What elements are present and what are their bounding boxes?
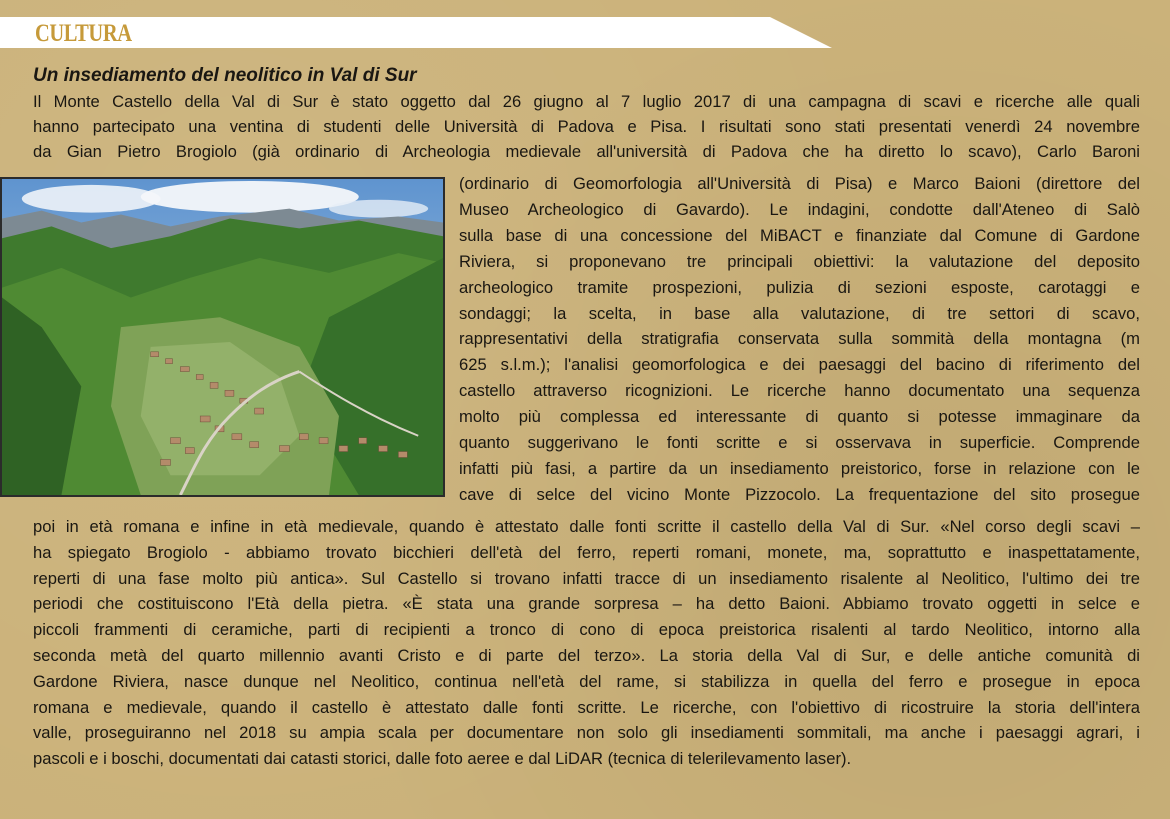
article-title: Un insediamento del neolitico in Val di Sur (33, 65, 417, 86)
body-text-line: infatti più fasi, a partire da un insediamento preistorico, forse in relazione con le (459, 458, 1140, 478)
body-text-line: Riviera, si proponevano tre principali obiettivi: la valutazione del deposito (459, 251, 1140, 271)
body-text-line: da Gian Pietro Brogiolo (già ordinario di Archeologia medievale all'università di Padova che ha diretto lo scavo), Carlo Baroni (33, 141, 1140, 161)
body-text-line: sulla base di una concessione del MiBACT e finanziate dal Comune di Gardone (459, 225, 1140, 245)
body-text-line: poi in età romana e infine in età medievale, quando è attestato dalle fonti scritte il castello della Val di Sur. «Nel corso degli scavi – (33, 517, 1140, 536)
body-text-line: cave di selce del vicino Monte Pizzocolo. La frequentazione del sito prosegue (459, 484, 1140, 504)
body-text-line: Gardone Riviera, nasce dunque nel Neolitico, continua nell'età del rame, si stabilizza in quella del ferro e prosegue in epoca (33, 671, 1140, 691)
body-text-line: hanno partecipato una ventina di studenti delle Università di Padova e Pisa. I risultati sono stati presentati venerdì 24 novembre (33, 116, 1140, 136)
body-text-line: valle, proseguiranno nel 2018 su ampia scala per documentare non solo gli insediamenti sommitali, ma anche i paesaggi agrari, i (33, 723, 1140, 743)
body-text-line: sondaggi; la scelta, in base alla valutazione, di tre settori di scavo, (459, 303, 1140, 323)
aerial-photo (0, 177, 445, 497)
body-text-line: pascoli e i boschi, documentati dai catasti storici, dalle foto aeree e dal LiDAR (tecnica di telerilevamento laser). (33, 749, 852, 769)
body-text-line: quanto suggerivano le fonti scritte e si osservava in superficie. Comprende (459, 433, 1140, 452)
body-text-line: rappresentativi della stratigrafia conservata sulla sommità della montagna (m (459, 329, 1140, 349)
body-text-line: romana e medievale, quando il castello è attestato dalle fonti scritte. Le ricerche, con l'obiettivo di ricostruire la storia dell'intera (33, 697, 1140, 717)
valley-landscape-image (2, 179, 443, 495)
body-text-line: castello attraverso ricognizioni. Le ricerche hanno documentato una sequenza (459, 381, 1140, 401)
body-text-line: 625 s.l.m.); l'analisi geomorfologica e dei paesaggi del bacino di riferimento del (459, 355, 1140, 375)
body-text-line: seconda metà del quarto millennio avanti Cristo e di parte del terzo». La storia della Val di Sur, e delle antiche comunità di (33, 646, 1140, 665)
body-text-line: Il Monte Castello della Val di Sur è stato oggetto dal 26 giugno al 7 luglio 2017 di una campagna di scavi e ricerche alle quali (33, 92, 1140, 111)
body-text-line: (ordinario di Geomorfologia all'Università di Pisa) e Marco Baioni (direttore del (459, 174, 1140, 193)
body-text-line: reperti di una fase molto più antica». Sul Castello si trovano infatti tracce di un insediamento risalente al Neolitico, l'ultimo dei tre (33, 568, 1140, 588)
body-text-line: Museo Archeologico di Gavardo). Le indagini, condotte dall'Ateneo di Salò (459, 199, 1140, 219)
body-text-line: ha spiegato Brogiolo - abbiamo trovato bicchieri dell'età del ferro, reperti romani, monete, ma, soprattutto e inaspettatamente, (33, 542, 1140, 562)
body-text-line: piccoli frammenti di ceramiche, parti di recipienti a tronco di cono di epoca preistorica risalenti al tardo Neolitico, intorno alla (33, 620, 1140, 640)
section-label: CULTURA (35, 20, 132, 47)
body-text-line: molto più complessa ed interessante di quanto si potesse immaginare da (459, 407, 1140, 427)
body-text-line: periodi che costituiscono l'Età della pietra. «È stata una grande sorpresa – ha detto Baioni. Abbiamo trovato oggetti in selce e (33, 594, 1140, 614)
body-text-line: archeologico tramite prospezioni, pulizia di sezioni esposte, carotaggi e (459, 277, 1140, 297)
